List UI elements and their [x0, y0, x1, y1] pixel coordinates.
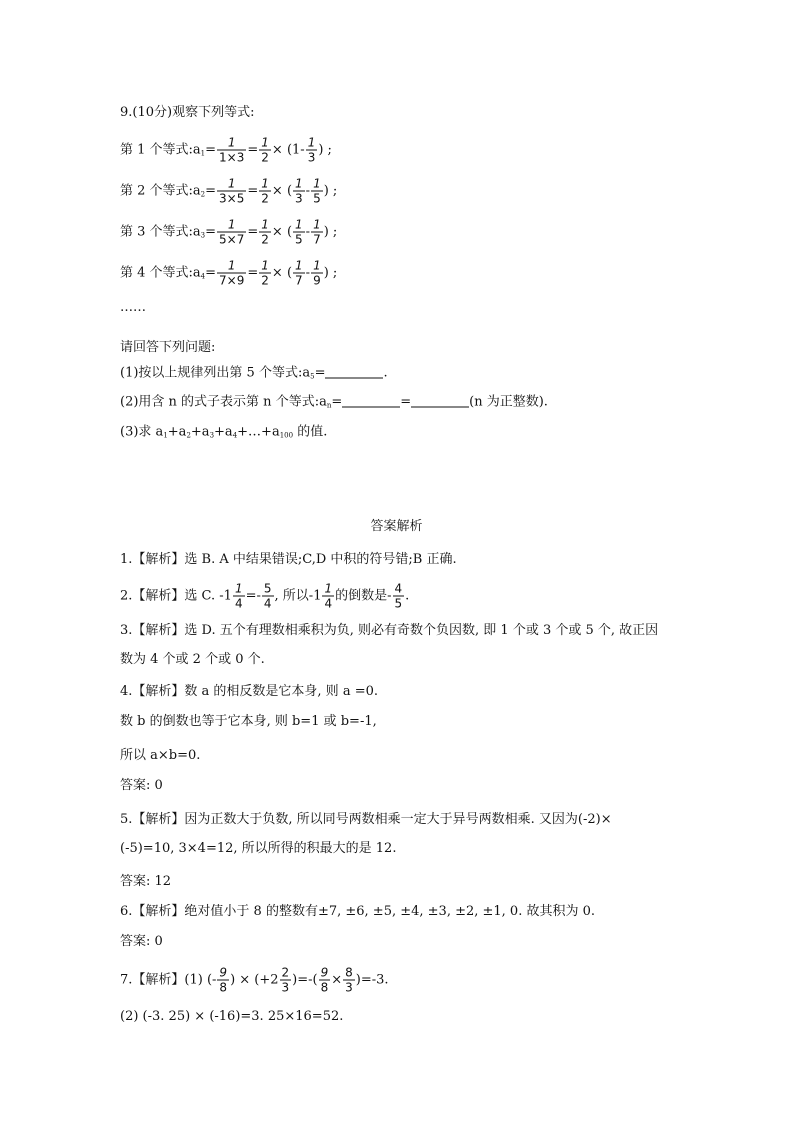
- text: × (: [271, 224, 293, 240]
- numerator: 1: [261, 258, 269, 273]
- answer-line: [120, 1009, 343, 1025]
- text: )=-(: [292, 972, 318, 988]
- text: ) ;: [323, 183, 338, 199]
- text: -: [305, 183, 311, 199]
- text: ) ;: [318, 142, 332, 158]
- text: )=-3.: [355, 972, 389, 988]
- numerator: 1: [217, 177, 246, 192]
- denominator: 5: [313, 191, 321, 206]
- equation-line: [120, 136, 332, 165]
- text: +a: [190, 424, 210, 440]
- fraction: [311, 218, 323, 247]
- numerator: 1: [261, 217, 269, 232]
- fraction: [233, 582, 245, 611]
- text: ) × (+2: [230, 972, 279, 988]
- text: =: [314, 365, 326, 381]
- numerator: 1: [217, 136, 246, 151]
- text: =: [247, 142, 259, 158]
- text: (1)按以上规律列出第 5 个等式:a: [120, 365, 311, 381]
- equation-line: [120, 218, 337, 247]
- denominator: 4: [234, 596, 243, 611]
- text: =: [205, 224, 217, 240]
- text: 答案: 0: [120, 778, 163, 793]
- text: ……: [120, 300, 146, 315]
- fraction: [259, 259, 271, 288]
- text: 数为 4 个或 2 个或 0 个.: [120, 652, 265, 667]
- numerator: 1: [313, 176, 321, 191]
- question-title: 9.(10分)观察下列等式:: [120, 105, 255, 120]
- fraction: [293, 259, 305, 288]
- answer-line: [120, 623, 658, 639]
- answer-blank: [342, 395, 400, 408]
- fraction: [217, 218, 246, 247]
- question-part: [120, 395, 548, 414]
- denominator: 3: [307, 150, 316, 165]
- text: -: [305, 224, 311, 240]
- denominator: 4: [324, 596, 333, 611]
- text: 数 b 的倒数也等于它本身, 则 b=1 或 b=-1,: [120, 714, 377, 729]
- text: × (: [271, 265, 293, 281]
- answer-line: [120, 874, 171, 890]
- equation-line: [120, 259, 337, 288]
- answer-line: [120, 684, 378, 700]
- text: +…+a: [237, 424, 280, 440]
- text: 答案: 0: [120, 934, 163, 949]
- text: =: [247, 183, 259, 199]
- text: 5.【解析】因为正数大于负数, 所以同号两数相乘一定大于异号两数相乘. 又因为(-2)×: [120, 812, 612, 827]
- fraction: [280, 966, 292, 995]
- fraction: [259, 218, 271, 247]
- numerator: 1: [324, 581, 333, 596]
- answer-line: [120, 714, 377, 730]
- text: .: [383, 365, 388, 381]
- numerator: 1: [261, 135, 269, 150]
- denominator: 2: [261, 273, 269, 288]
- text: (-5)=10, 3×4=12, 所以所得的积最大的是 12.: [120, 841, 397, 856]
- text: .: [405, 588, 410, 604]
- text: (2)用含 n 的式子表示第 n 个等式:a: [120, 394, 327, 410]
- text: 所以 a×b=0.: [120, 748, 201, 763]
- text: +a: [214, 424, 233, 440]
- denominator: 8: [219, 980, 228, 995]
- subscript: 5: [310, 372, 315, 381]
- text: 第 3 个等式:a: [120, 224, 201, 240]
- text: 第 1 个等式:a: [120, 142, 201, 158]
- question-prompt: 请回答下列问题:: [120, 340, 216, 355]
- text: 1.【解析】选 B. A 中结果错误;C,D 中积的符号错;B 正确.: [120, 552, 457, 567]
- fraction: [319, 966, 331, 995]
- numerator: 9: [320, 965, 329, 980]
- text: =: [205, 183, 217, 199]
- question-part: [120, 425, 327, 444]
- answer-line: [120, 841, 396, 857]
- fraction: [322, 582, 334, 611]
- fraction: [259, 177, 271, 206]
- denominator: 3×5: [219, 191, 245, 206]
- numerator: 1: [261, 176, 269, 191]
- fraction: [343, 966, 355, 995]
- text: ×: [331, 972, 343, 988]
- text: × (1-: [271, 142, 305, 158]
- answer-line: [120, 904, 595, 920]
- text: 第 4 个等式:a: [120, 265, 201, 281]
- text: =: [331, 394, 343, 410]
- fraction: [217, 136, 246, 165]
- fraction: [306, 136, 318, 165]
- numerator: 1: [295, 217, 303, 232]
- numerator: 5: [263, 581, 272, 596]
- text: 4.【解析】数 a 的相反数是它本身, 则 a =0.: [120, 684, 378, 699]
- subscript: 3: [209, 431, 215, 440]
- subscript: 4: [232, 431, 238, 440]
- subscript: 1: [163, 431, 168, 440]
- answer-line: [120, 652, 265, 668]
- text: × (: [271, 183, 293, 199]
- text: ) ;: [323, 265, 338, 281]
- text: =: [205, 265, 217, 281]
- subscript: 4: [200, 272, 206, 281]
- denominator: 7×9: [219, 273, 245, 288]
- fraction: [311, 177, 323, 206]
- answer-line: [120, 934, 163, 950]
- denominator: 7: [313, 232, 321, 247]
- numerator: 4: [394, 581, 403, 596]
- numerator: 1: [295, 258, 303, 273]
- denominator: 7: [295, 273, 303, 288]
- denominator: 8: [320, 980, 329, 995]
- text: +a: [167, 424, 187, 440]
- answers-heading: 答案解析: [370, 519, 423, 534]
- text: (n 为正整数).: [469, 394, 548, 410]
- subscript: n: [326, 401, 332, 410]
- answer-line: [120, 552, 457, 568]
- subscript: 100: [279, 431, 294, 440]
- text: (2) (-3. 25) × (-16)=3. 25×16=52.: [120, 1009, 344, 1024]
- denominator: 2: [261, 191, 269, 206]
- text: (3)求 a: [120, 424, 164, 440]
- text: 的倒数是-: [335, 588, 392, 604]
- numerator: 8: [345, 965, 353, 980]
- fraction: [293, 218, 305, 247]
- denominator: 5×7: [219, 232, 245, 247]
- denominator: 2: [261, 232, 269, 247]
- denominator: 9: [313, 273, 321, 288]
- text: =: [247, 224, 259, 240]
- denominator: 4: [263, 596, 272, 611]
- subscript: 1: [200, 149, 206, 158]
- text: =-: [245, 588, 261, 604]
- fraction: [217, 177, 246, 206]
- denominator: 3: [295, 191, 303, 206]
- text: , 所以-1: [274, 588, 322, 604]
- text: =: [400, 394, 412, 410]
- text: =: [205, 142, 217, 158]
- denominator: 3: [281, 980, 290, 995]
- denominator: 2: [261, 150, 269, 165]
- denominator: 5: [394, 596, 403, 611]
- fraction: [259, 136, 271, 165]
- denominator: 5: [295, 232, 303, 247]
- numerator: 9: [219, 965, 228, 980]
- text: 答案: 12: [120, 874, 172, 889]
- text: 3.【解析】选 D. 五个有理数相乘积为负, 则必有奇数个负因数, 即 1 个或 3 个或 5 个, 故正因: [120, 623, 659, 638]
- text: ) ;: [323, 224, 338, 240]
- text: 的值.: [293, 424, 328, 440]
- fraction: [262, 582, 274, 611]
- fraction: [293, 177, 305, 206]
- numerator: 2: [281, 965, 290, 980]
- answer-line: [120, 812, 612, 828]
- text: -: [305, 265, 311, 281]
- text: 第 2 个等式:a: [120, 183, 201, 199]
- fraction: [217, 259, 246, 288]
- denominator: 1×3: [219, 150, 245, 165]
- subscript: 2: [200, 190, 206, 199]
- answer-blank: [325, 366, 383, 379]
- answer-line: [120, 748, 200, 764]
- subscript: 3: [200, 231, 206, 240]
- text: 6.【解析】绝对值小于 8 的整数有±7, ±6, ±5, ±4, ±3, ±2, ±1, 0. 故其积为 0.: [120, 904, 596, 919]
- equation-line: [120, 177, 337, 206]
- equation-line: [120, 300, 146, 316]
- numerator: 1: [307, 135, 316, 150]
- answer-line: [120, 778, 163, 794]
- fraction: [217, 966, 229, 995]
- answer-blank: [411, 395, 469, 408]
- numerator: 1: [217, 218, 246, 233]
- denominator: 3: [345, 980, 353, 995]
- answer-line: [120, 966, 389, 995]
- text: 2.【解析】选 C. -1: [120, 588, 232, 604]
- subscript: 2: [186, 431, 191, 440]
- fraction: [393, 582, 405, 611]
- numerator: 1: [295, 176, 303, 191]
- numerator: 1: [234, 581, 243, 596]
- fraction: [311, 259, 323, 288]
- numerator: 1: [313, 217, 321, 232]
- answer-line: [120, 582, 409, 611]
- text: 7.【解析】(1) (-: [120, 972, 217, 988]
- numerator: 1: [217, 259, 246, 274]
- numerator: 1: [313, 258, 321, 273]
- question-part: [120, 366, 388, 385]
- text: =: [247, 265, 259, 281]
